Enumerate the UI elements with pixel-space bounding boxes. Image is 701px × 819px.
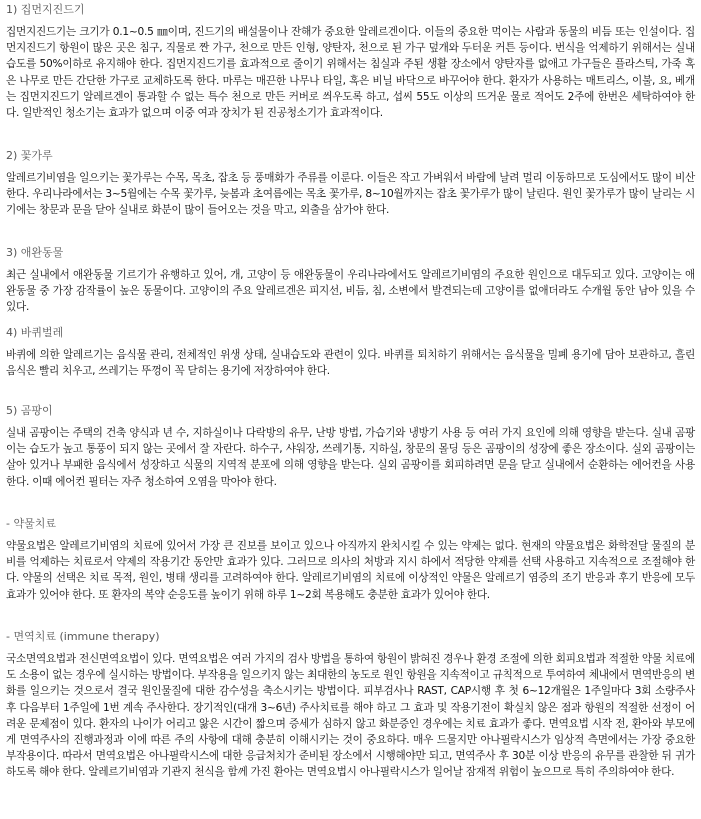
section-immune-therapy xyxy=(6,629,695,799)
section-body: 바퀴에 의한 알레르기는 음식물 관리, 전체적인 위생 상태, 실내습도와 관련이 있다. 바퀴를 퇴치하기 위해서는 음식물을 밀폐 용기에 담아 보관하고, 흘린 음식은 빨리 치우고, 쓰레기는 뚜껑이 꼭 닫히는 용기에 저장하여야 한다. xyxy=(6,349,695,378)
section-pollen xyxy=(6,148,695,245)
section-body: 국소면역요법과 전신면역요법이 있다. 면역요법은 여러 가지의 검사 방법을 통하여 항원이 밝혀진 경우나 환경 조절에 의한 회피요법과 적절한 약물 치료에도 소용이 없는 경우에 실시하는 방법이다. 부작용을 일으키지 않는 최대한의 농도로 원인 항원을 지속적이고 규칙적으로 투여하여 체내에서 면역반응의 변화를 일으키는 것으로서 결국 원인물질에 대한 감수성을 축소시키는 방법이다. 피부검사나 RAST, CAP시행 후 첫 6~12개월은 1주일마다 3회 소량주사 후 다음부터 1주일에 1번 계속 주사한다. 장기적인(대개 3~6년) 주사치료를 해야 하고 그 효과 및 작용기전이 확실치 않은 점과 항원의 적절한 선정이 어려운 문제점이 있다. 환자의 나이가 어리고 앓은 시간이 짧으며 증세가 심하지 않고 화분증인 경우에는 치료 효과가 좋다. 면역요법 시작 전, 환아와 부모에게 면역주사의 진행과정과 이에 따른 주의 사항에 대해 충분히 이해시키는 것이 중요하다. 매우 드물지만 아나필락시스가 임상적 측면에서는 가장 중요한 부작용이다. 따라서 면역요법은 아나필락시스에 대한 응급처치가 준비된 장소에서 시행해야만 되고, 면역주사 후 30분 이상 반응의 유무를 관찰한 뒤 귀가하도록 해야 한다. 알레르기비염과 기관지 천식을 함께 가진 환아는 면역요법시 아나필락시스가 일어날 잠재적 위험이 높으므로 특히 주의하여야 한다. xyxy=(6,653,695,779)
section-heading: - 면역치료 (immune therapy) xyxy=(6,630,160,643)
section-heading: 3) 애완동물 xyxy=(6,246,64,259)
section-drug-therapy xyxy=(6,516,695,629)
section-body: 최근 실내에서 애완동물 기르기가 유행하고 있어, 개, 고양이 등 애완동물이 우리나라에서도 알레르기비염의 주요한 원인으로 대두되고 있다. 고양이는 애완동물 중 가장 감작률이 높은 동물이다. 고양이의 주요 알레르겐은 피지선, 비듬, 침, 소변에서 발견되는데 고양이를 없애더라도 수개월 동안 남아 있을 수 있다. xyxy=(6,269,695,314)
section-heading: 5) 곰팡이 xyxy=(6,404,53,417)
section-mold xyxy=(6,403,695,516)
section-pets xyxy=(6,245,695,325)
section-house-dust-mite xyxy=(6,2,695,148)
section-body: 알레르기비염을 일으키는 꽃가루는 수목, 목초, 잡초 등 풍매화가 주류를 이룬다. 이들은 작고 가벼워서 바람에 날려 멀리 이동하므로 도심에서도 많이 비산한다. 우리나라에서는 3~5월에는 수목 꽃가루, 늦봄과 초여름에는 목초 꽃가루, 8~10월까지는 잡초 꽃가루가 많이 날린다. 원인 꽃가루가 많이 날리는 시기에는 창문과 문을 닫아 실내로 화분이 많이 들어오는 것을 막고, 외출을 삼가야 한다. xyxy=(6,172,695,217)
section-body: 실내 곰팡이는 주택의 건축 양식과 년 수, 지하실이나 다락방의 유무, 난방 방법, 가습기와 냉방기 사용 등 여러 가지 요인에 의해 영향을 받는다. 실내 곰팡이는 습도가 높고 통풍이 되지 않는 곳에서 잘 자란다. 하수구, 샤워장, 쓰레기통, 지하실, 창문의 몰딩 등은 곰팡이의 성장에 좋은 장소이다. 실외 곰팡이는 살아 있거나 부패한 음식에서 성장하고 식물의 지역적 분포에 의해 영향을 받는다. 실외 곰팡이를 회피하려면 문을 닫고 실내에서 순환하는 에어컨을 사용한다. 이때 에어컨 필터는 자주 청소하여 오염을 막아야 한다. xyxy=(6,427,695,488)
section-heading: 1) 집먼지진드기 xyxy=(6,3,85,16)
section-body: 집먼지진드기는 크기가 0.1~0.5 ㎜이며, 진드기의 배설물이나 잔해가 중요한 알레르겐이다. 이들의 중요한 먹이는 사람과 동물의 비듬 또는 인설이다. 집먼지진드기 항원이 많은 곳은 침구, 직물로 짠 가구, 천으로 만든 인형, 양탄자, 천으로 된 가구 덮개와 두터운 커튼 등이다. 번식을 억제하기 위해서는 실내습도를 50%이하로 유지해야 한다. 집먼지진드기를 효과적으로 줄이기 위해서는 침실과 주된 생활 장소에서 양탄자를 없애고 가구들은 플라스틱, 가죽 혹은 나무로 만든 간단한 가구로 교체하도록 한다. 마루는 매끈한 나무나 타일, 혹은 비닐 바닥으로 바꾸어야 한다. 환자가 사용하는 매트리스, 이불, 요, 베개는 집먼지진드기 알레르겐이 통과할 수 없는 특수 천으로 만든 커버로 씌우도록 하고, 섭씨 55도 이상의 뜨거운 물로 적어도 2주에 한번은 세탁하여야 한다. 일반적인 청소기는 효과가 없으며 이중 여과 장치가 된 진공청소기가 효과적이다. xyxy=(6,26,695,120)
section-cockroach xyxy=(6,325,695,403)
section-heading: 4) 바퀴벌레 xyxy=(6,326,64,339)
section-heading: 2) 꽃가루 xyxy=(6,149,53,162)
section-body: 약물요법은 알레르기비염의 치료에 있어서 가장 큰 진보를 보이고 있으나 아직까지 완치시킬 수 있는 약제는 없다. 현재의 약물요법은 화학전달 물질의 분비를 억제하는 치료로서 약제의 작용기간 동안만 효과가 있다. 그러므로 의사의 처방과 지시 하에서 적당한 약제를 선택 사용하고 지속적으로 조절해야 한다. 약물의 선택은 치료 목적, 원인, 병태 생리를 고려하여야 한다. 알레르기비염의 치료에 이상적인 약물은 알레르기 염증의 조기 반응과 후기 반응에 모두 효과가 있어야 한다. 또 환자의 복약 순응도를 높이기 위해 하루 1~2회 복용해도 충분한 효과가 있어야 한다. xyxy=(6,540,695,601)
section-heading: - 약물치료 xyxy=(6,517,56,530)
